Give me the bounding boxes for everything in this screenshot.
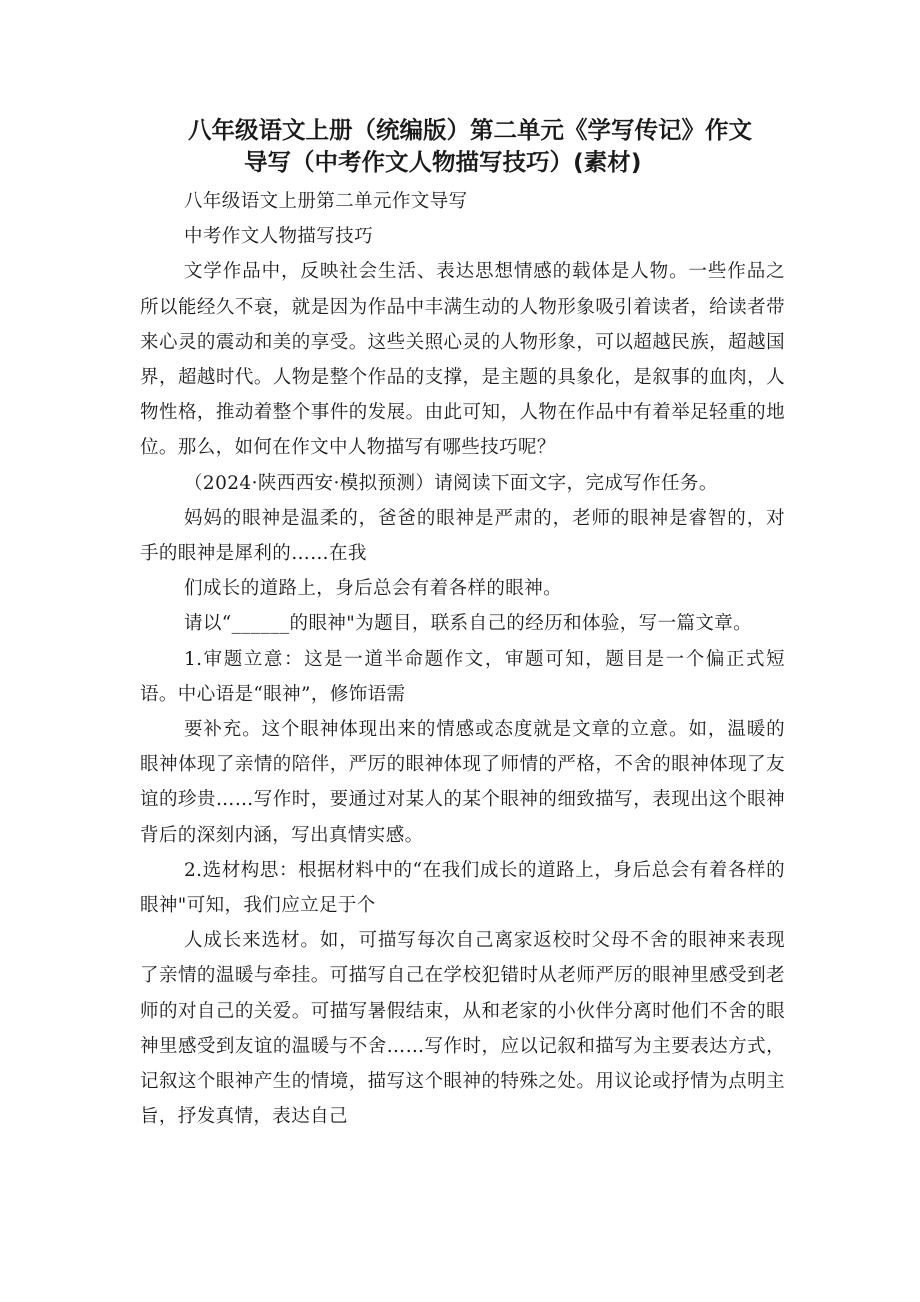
exam-source-paragraph: （2024·陕西西安·模拟预测）请阅读下面文字，完成写作任务。 [184,472,718,494]
document-title [140,114,785,178]
title-line-1: 八年级语文上册（统编版）第二单元《学写传记》作文 [188,116,752,144]
material-selection-paragraph-continued: 人成长来选材。如，可描写每次自己离家返校时父母不舍的眼神来表现了亲情的温暖与牵挂。可描写自己在学校犯错时从老师严厉的眼神里感受到老师的对自己的关爱。可描写暑假结束，从和老家的小伙伴分离时他们不舍的眼神里感受到友谊的温暖与不舍……写作时，应以记叙和描写为主要表达方式，记叙这个眼神产生的情境，描写这个眼神的特殊之处。用议论或抒情为点明主旨，抒发真情，表达自己 [140,930,785,1128]
task-paragraph: 请以“______的眼神"为题目，联系自己的经历和体验，写一篇文章。 [184,613,753,635]
subtitle-skills: 中考作文人物描写技巧 [184,226,374,248]
topic-analysis-paragraph: 1.审题立意：这是一道半命题作文，审题可知，题目是一个偏正式短语。中心语是“眼神”，修饰语需 [140,648,785,705]
subtitle-unit: 八年级语文上册第二单元作文导写 [184,191,468,212]
intro-paragraph: 文学作品中，反映社会生活、表达思想情感的载体是人物。一些作品之所以能经久不衰，就是因为作品中丰满生动的人物形象吸引着读者，给读者带来心灵的震动和美的享受。这些关照心灵的人物形象，可以超越民族，超越国界，超越时代。人物是整个作品的支撑，是主题的具象化，是叙事的血肉，人物性格，推动着整个事件的发展。由此可知，人物在作品中有着举足轻重的地位。那么，如何在作文中人物描写有哪些技巧呢？ [140,261,785,459]
material-selection-paragraph: 2.选材构思：根据材料中的“在我们成长的道路上，身后总会有着各样的眼神"可知，我们应立足于个 [140,859,785,917]
material-paragraph: 妈妈的眼神是温柔的，爸爸的眼神是严肃的，老师的眼神是睿智的，对手的眼神是犀利的……在我 [140,507,785,565]
material-paragraph-continued: 们成长的道路上，身后总会有着各样的眼神。 [184,578,563,600]
document-page [140,114,785,1134]
title-line-2: 导写（中考作文人物描写技巧）(素材) [244,148,642,176]
topic-analysis-paragraph-continued: 要补充。这个眼神体现出来的情感或态度就是文章的立意。如，温暖的眼神体现了亲情的陪伴，严厉的眼神体现了师情的严格，不舍的眼神体现了友谊的珍贵……写作时，要通过对某人的某个眼神的细致描写，表现出这个眼神背后的深刻内涵，写出真情实感。 [140,719,785,846]
